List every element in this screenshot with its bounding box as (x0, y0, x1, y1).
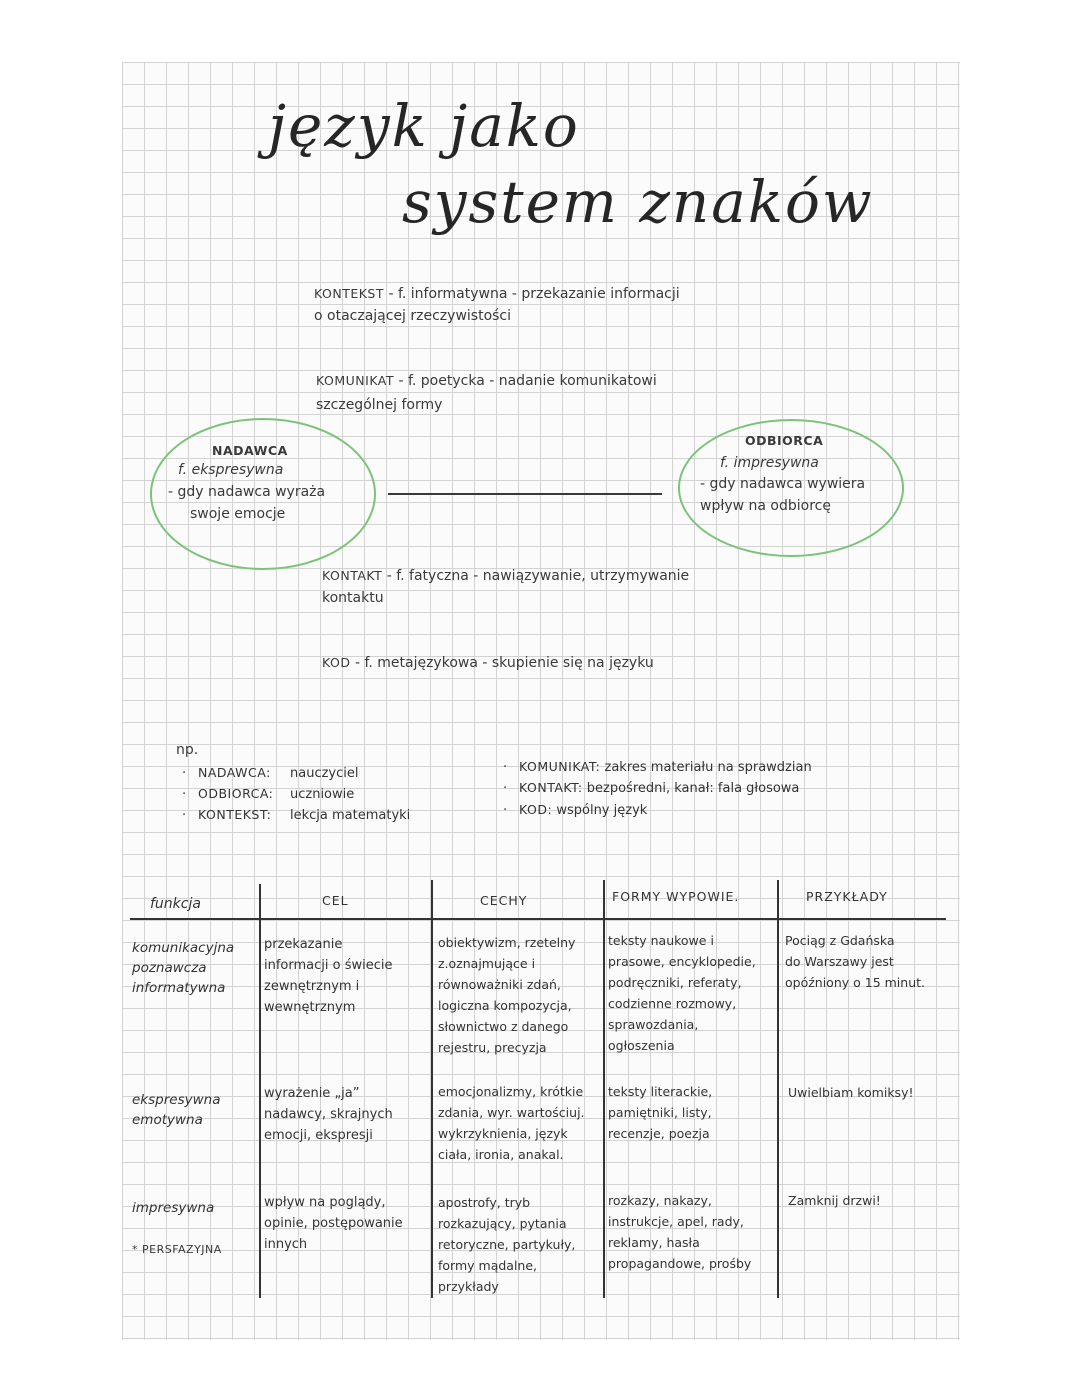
example-key: ODBIORCA: (198, 786, 274, 801)
table-divider (603, 880, 605, 1298)
nadawca-heading: NADAWCA (212, 443, 288, 458)
kontekst-block (314, 286, 680, 302)
row2-cechy: emocjonalizmy, krótkie zdania, wyr. wartościuj. wykrzyknienia, język ciała, ironia, anakal. (438, 1084, 585, 1162)
header-cel: CEL (322, 893, 349, 908)
example-right-row: · KOD: wspólny język (503, 802, 648, 818)
example-value: lekcja matematyki (290, 808, 411, 823)
row3-cel: wpływ na poglądy, opinie, postępowanie innych (264, 1195, 403, 1252)
example-left-row: · KONTEKST: lekcja matematyki (182, 807, 411, 823)
kontakt-line1: - f. fatyczna - nawiązywanie, utrzymywanie (386, 568, 690, 584)
header-funkcja: funkcja (150, 896, 201, 912)
table-divider (777, 880, 779, 1298)
row2-funkcja: ekspresywna emotywna (132, 1092, 221, 1128)
example-key: KONTEKST: (198, 807, 272, 822)
nadawca-fn: f. ekspresywna (178, 462, 284, 478)
row1-formy: teksty naukowe i prasowe, encyklopedie, podręczniki, referaty, codzienne rozmowy, sprawozdania, ogłoszenia (608, 933, 756, 1053)
row3-funkcja-note: * PERSFAZYJNA (132, 1243, 222, 1256)
example-right-row: · KOMUNIKAT: zakres materiału na sprawdzian (503, 759, 812, 775)
example-value: wspólny język (556, 803, 648, 818)
example-left-row: · NADAWCA: nauczyciel (182, 765, 359, 781)
row1-przyklady: Pociąg z Gdańska do Warszawy jest opóźniony o 15 minut. (785, 933, 925, 990)
kod-block (322, 655, 654, 671)
communication-line (388, 493, 662, 495)
kontekst-label: KONTEKST (314, 286, 385, 301)
komunikat-line1: - f. poetycka - nadanie komunikatowi (398, 373, 657, 389)
kontakt-line2: kontaktu (322, 590, 384, 606)
row2-przyklady: Uwielbiam komiksy! (788, 1085, 914, 1100)
row1-cel: przekazanie informacji o świecie zewnętrznym i wewnętrznym (264, 937, 393, 1015)
komunikat-line2: szczególnej formy (316, 397, 443, 413)
odbiorca-desc2: wpływ na odbiorcę (700, 498, 831, 514)
kod-label: KOD (322, 655, 351, 670)
komunikat-label: KOMUNIKAT (316, 373, 395, 388)
row3-przyklady: Zamknij drzwi! (788, 1193, 881, 1208)
row1-cechy: obiektywizm, rzetelny z.oznajmujące i równoważniki zdań, logiczna kompozycja, słownictwo z danego rejestru, precyzja (438, 935, 576, 1055)
example-label: np. (176, 742, 199, 758)
kontakt-block (322, 568, 689, 584)
odbiorca-heading: ODBIORCA (745, 433, 824, 448)
header-cechy: CECHY (480, 893, 528, 908)
example-value: nauczyciel (290, 766, 359, 781)
nadawca-desc2: swoje emocje (190, 506, 286, 522)
example-value: uczniowie (290, 787, 355, 802)
nadawca-desc1: - gdy nadawca wyraża (168, 484, 326, 500)
example-key: KOMUNIKAT: (519, 759, 601, 774)
komunikat-block (316, 373, 657, 389)
odbiorca-fn: f. impresywna (720, 455, 819, 471)
kontekst-line1: - f. informatywna - przekazanie informacji (388, 286, 680, 302)
example-value: bezpośredni, kanał: fala głosowa (586, 781, 800, 796)
example-key: KONTAKT: (519, 780, 583, 795)
row3-funkcja: impresywna (132, 1200, 215, 1216)
row2-formy: teksty literackie, pamiętniki, listy, recenzje, poezja (608, 1084, 713, 1141)
kontekst-line2: o otaczającej rzeczywistości (314, 308, 512, 324)
example-value: zakres materiału na sprawdzian (604, 760, 812, 775)
example-left-row: · ODBIORCA: uczniowie (182, 786, 355, 802)
row1-funkcja: komunikacyjna poznawcza informatywna (132, 940, 235, 996)
header-formy: FORMY WYPOWIE. (612, 889, 740, 904)
row3-cechy: apostrofy, tryb rozkazujący, pytania retoryczne, partykuły, formy mądalne, przykłady (438, 1195, 576, 1294)
header-przyklady: PRZYKŁADY (806, 889, 888, 904)
title-line-2: system znaków (402, 168, 874, 236)
row2-cel: wyrażenie „ja” nadawcy, skrajnych emocji, ekspresji (264, 1086, 393, 1143)
example-key: KOD: (519, 802, 553, 817)
kod-line1: - f. metajęzykowa - skupienie się na języku (354, 655, 654, 671)
table-divider (431, 880, 433, 1298)
table-header-line (130, 918, 946, 920)
table-divider (259, 884, 261, 1298)
example-key: NADAWCA: (198, 765, 271, 780)
row3-formy: rozkazy, nakazy, instrukcje, apel, rady, reklamy, hasła propagandowe, prośby (608, 1193, 752, 1271)
title-line-1: język jako (268, 92, 580, 160)
example-right-row: · KONTAKT: bezpośredni, kanał: fala głosowa (503, 780, 800, 796)
odbiorca-desc1: - gdy nadawca wywiera (700, 476, 866, 492)
kontakt-label: KONTAKT (322, 568, 383, 583)
